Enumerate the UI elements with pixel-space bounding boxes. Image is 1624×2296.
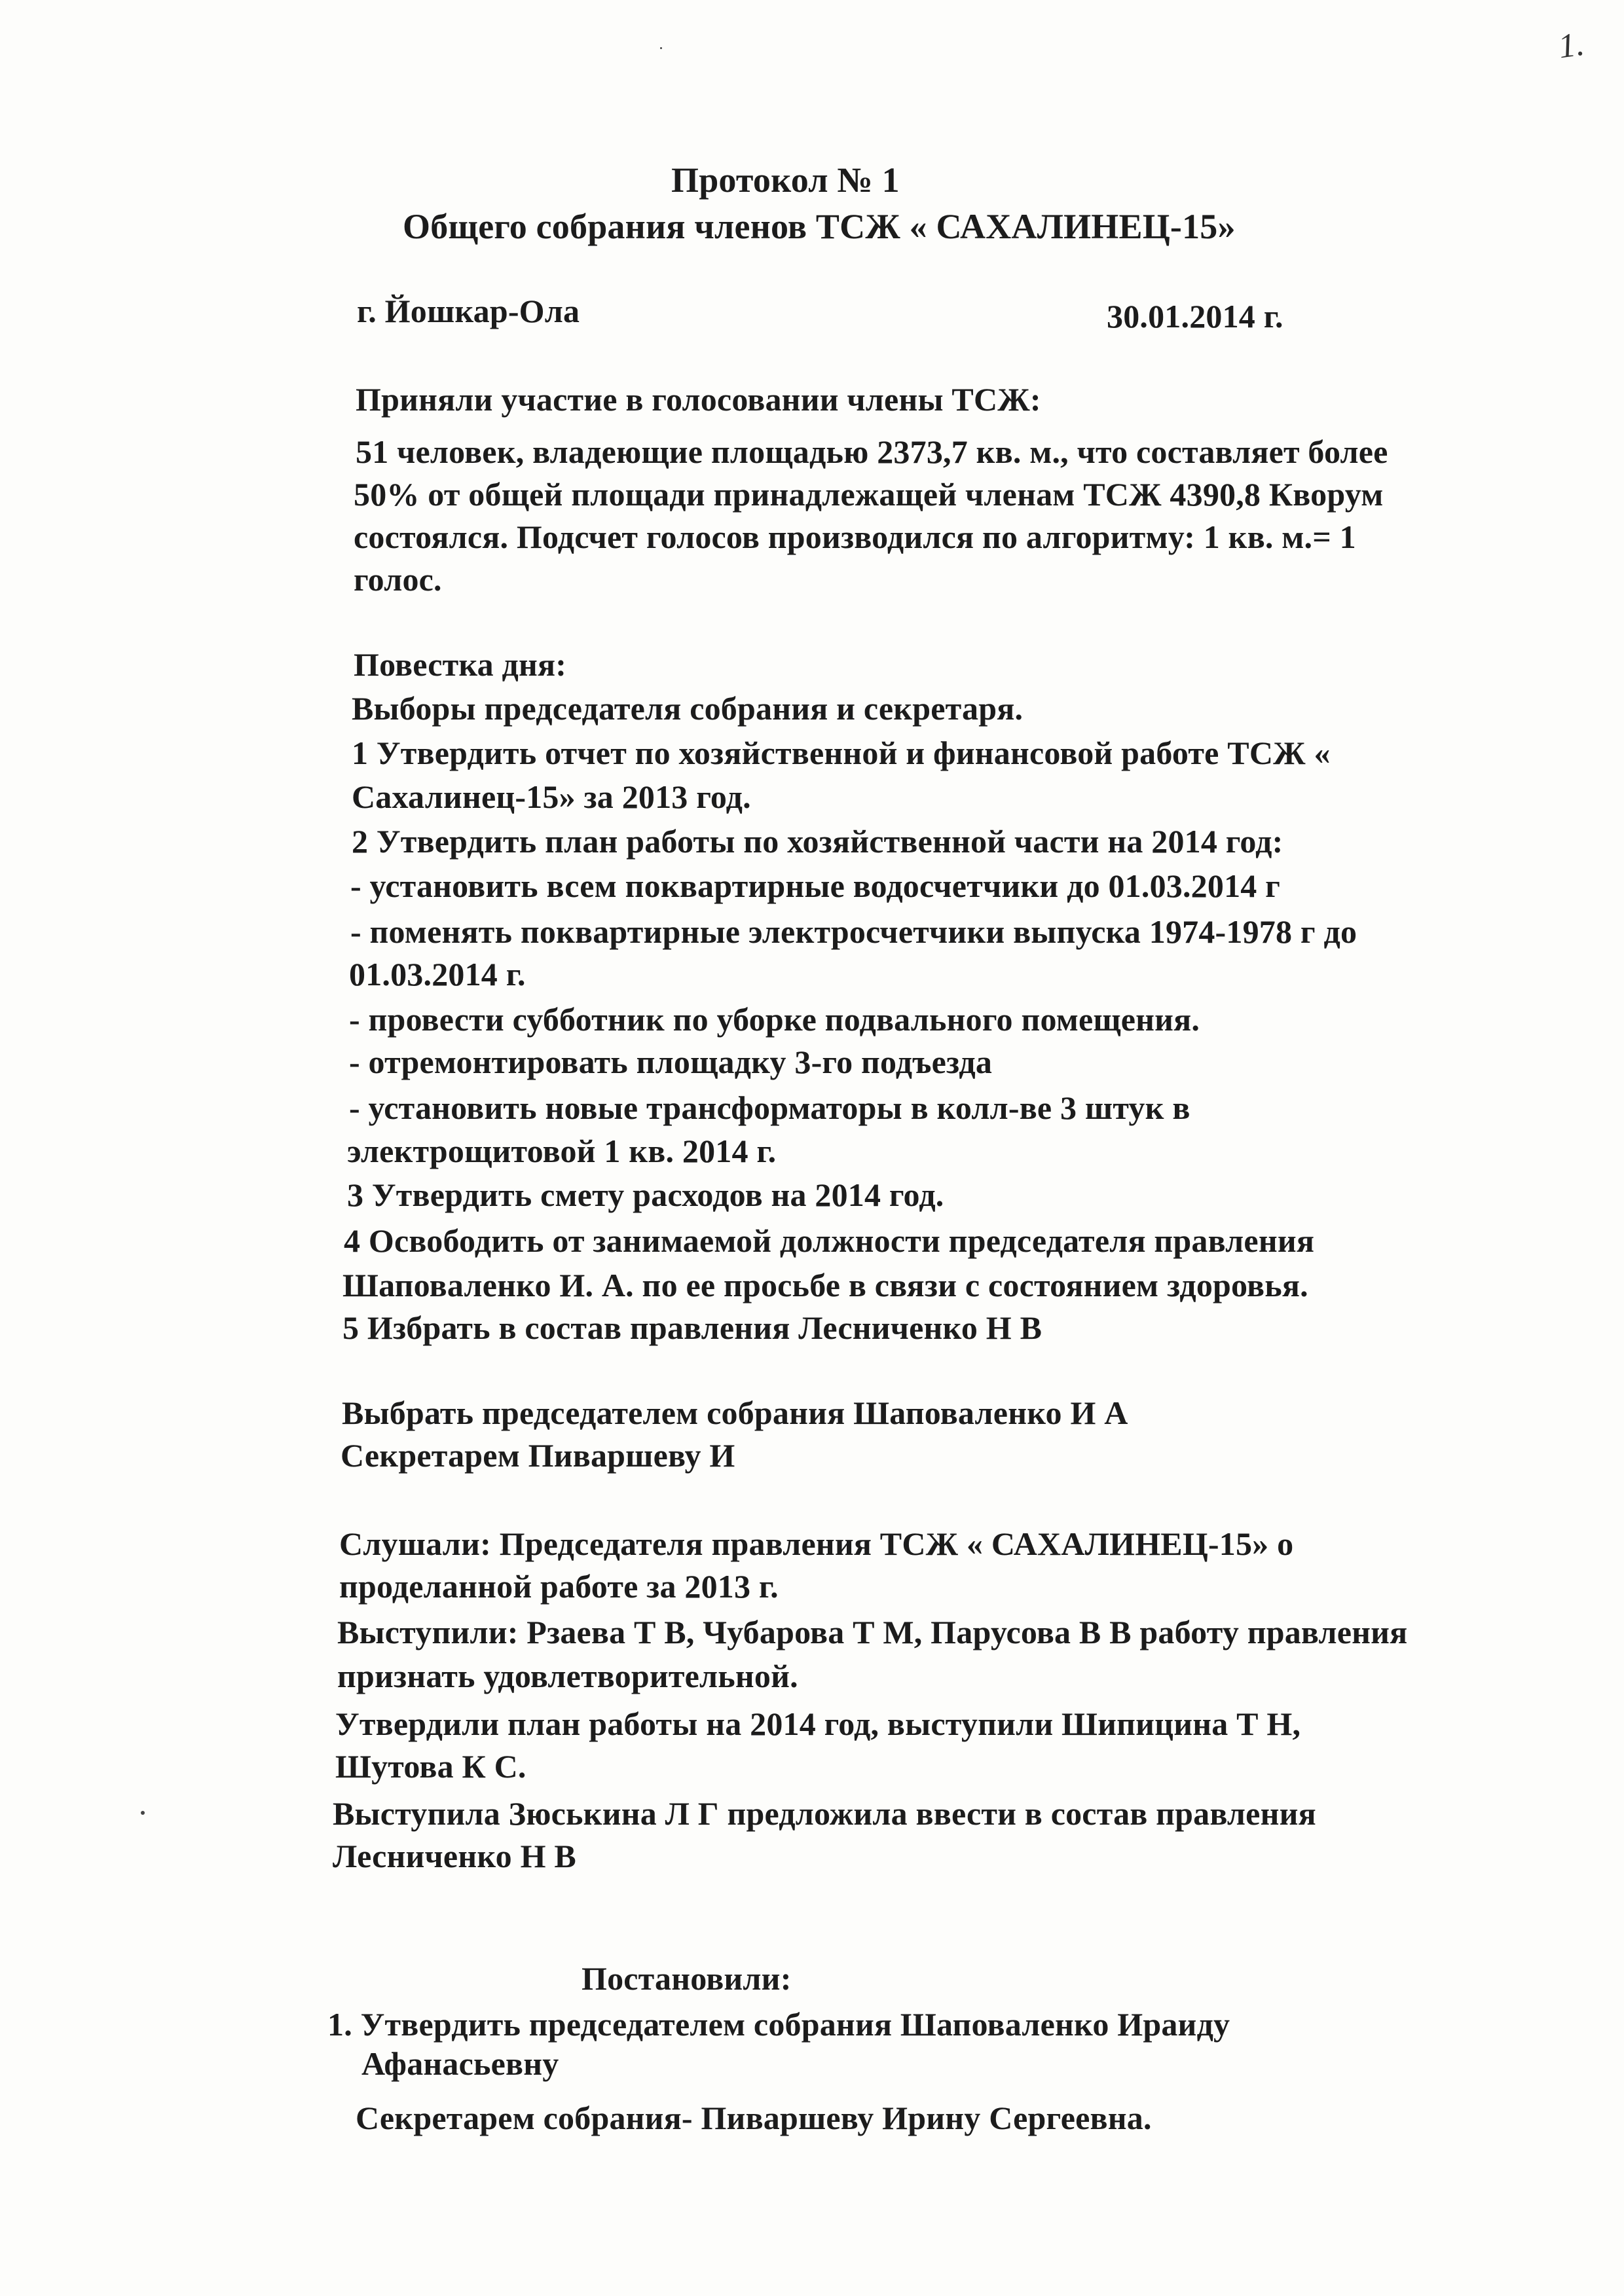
- election-line: Секретарем Пиваршеву И: [341, 1437, 735, 1474]
- document-subtitle: Общего собрания членов ТСЖ « САХАЛИНЕЦ-15»: [403, 207, 1236, 246]
- hearing-line: Слушали: Председателя правления ТСЖ « САХАЛИНЕЦ-15» о: [339, 1525, 1294, 1562]
- agenda-line: - провести субботник по уборке подвального помещения.: [349, 1001, 1200, 1038]
- page-number: 1.: [1556, 25, 1587, 66]
- agenda-line: - установить новые трансформаторы в колл-ве 3 штук в: [349, 1089, 1190, 1126]
- resolution-line: Афанасьевну: [361, 2045, 559, 2082]
- participation-line: 51 человек, владеющие площадью 2373,7 кв. м., что составляет более: [356, 433, 1388, 470]
- agenda-line: Сахалинец-15» за 2013 год.: [352, 778, 751, 815]
- agenda-line: Выборы председателя собрания и секретаря.: [352, 690, 1024, 727]
- city: г. Йошкар-Ола: [357, 293, 580, 329]
- agenda-heading: Повестка дня:: [354, 646, 567, 683]
- hearing-line: Выступила Зюськина Л Г предложила ввести в состав правления: [333, 1795, 1316, 1832]
- hearing-line: Шутова К С.: [335, 1748, 526, 1785]
- hearing-line: проделанной работе за 2013 г.: [339, 1568, 779, 1605]
- participation-line: 50% от общей площади принадлежащей членам ТСЖ 4390,8 Кворум: [354, 476, 1384, 513]
- document-title: Протокол № 1: [671, 160, 900, 200]
- participation-line: состоялся. Подсчет голосов производился по алгоритму: 1 кв. м.= 1: [354, 519, 1356, 555]
- agenda-line: 4 Освободить от занимаемой должности председателя правления: [344, 1222, 1315, 1259]
- resolution-line: Секретарем собрания- Пиваршеву Ирину Сергеевна.: [356, 2100, 1152, 2136]
- agenda-line: 01.03.2014 г.: [349, 956, 526, 993]
- resolution-heading: Постановили:: [581, 1960, 792, 1997]
- agenda-line: 3 Утвердить смету расходов на 2014 год.: [347, 1176, 944, 1213]
- hearing-line: Лесниченко Н В: [333, 1838, 576, 1874]
- hearing-line: признать удовлетворительной.: [337, 1658, 798, 1694]
- participation-line: Приняли участие в голосовании члены ТСЖ:: [356, 381, 1041, 418]
- agenda-line: 2 Утвердить план работы по хозяйственной части на 2014 год:: [352, 823, 1283, 860]
- date: 30.01.2014 г.: [1107, 298, 1283, 335]
- hearing-line: Выступили: Рзаева Т В, Чубарова Т М, Парусова В В работу правления: [337, 1614, 1408, 1650]
- resolution-line: 1. Утвердить председателем собрания Шаповаленко Ираиду: [327, 2006, 1230, 2043]
- agenda-line: - поменять поквартирные электросчетчики выпуска 1974-1978 г до: [350, 913, 1357, 950]
- agenda-line: - отремонтировать площадку 3-го подъезда: [349, 1044, 993, 1080]
- election-line: Выбрать председателем собрания Шаповаленко И А: [342, 1394, 1128, 1431]
- participation-line: голос.: [354, 561, 442, 598]
- agenda-line: - установить всем поквартирные водосчетчики до 01.03.2014 г: [350, 867, 1281, 904]
- agenda-line: Шаповаленко И. А. по ее просьбе в связи с состоянием здоровья.: [342, 1267, 1308, 1303]
- agenda-line: 1 Утвердить отчет по хозяйственной и финансовой работе ТСЖ «: [352, 735, 1331, 771]
- scan-speck: [141, 1811, 145, 1815]
- agenda-line: электрощитовой 1 кв. 2014 г.: [347, 1133, 777, 1169]
- agenda-line: 5 Избрать в состав правления Лесниченко Н В: [342, 1309, 1043, 1346]
- hearing-line: Утвердили план работы на 2014 год, выступили Шипицина Т Н,: [335, 1705, 1301, 1742]
- scan-speck: [660, 47, 662, 49]
